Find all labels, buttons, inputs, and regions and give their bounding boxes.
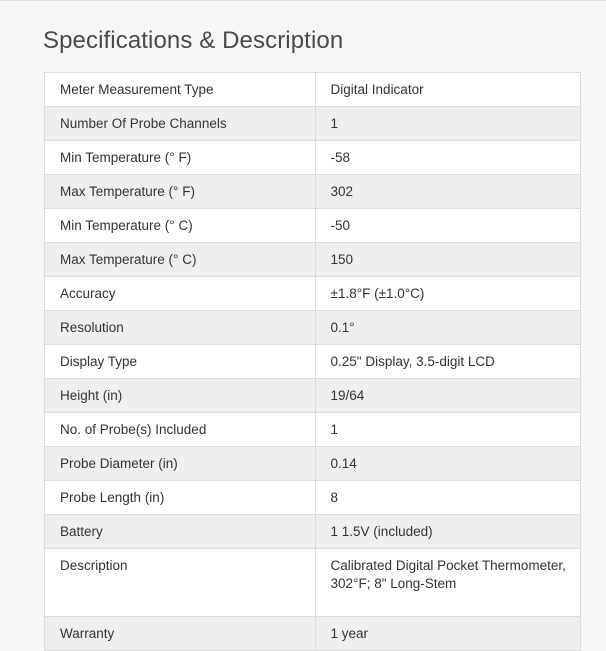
- table-row: [45, 549, 581, 617]
- table-row: [45, 345, 581, 379]
- spec-label: Description: [45, 549, 316, 617]
- specifications-table: [44, 72, 581, 651]
- spec-label: Display Type: [45, 345, 316, 379]
- spec-label: Accuracy: [45, 277, 316, 311]
- spec-value: 1 1.5V (included): [315, 515, 580, 549]
- spec-value: 0.1°: [315, 311, 580, 345]
- table-row: [45, 73, 581, 107]
- table-row: [45, 107, 581, 141]
- spec-label: Meter Measurement Type: [45, 73, 316, 107]
- table-row: [45, 617, 581, 651]
- table-row: [45, 311, 581, 345]
- table-row: [45, 277, 581, 311]
- spec-value: -58: [315, 141, 580, 175]
- spec-label: Battery: [45, 515, 316, 549]
- spec-label: Min Temperature (° F): [45, 141, 316, 175]
- spec-label: Number Of Probe Channels: [45, 107, 316, 141]
- spec-value: Digital Indicator: [315, 73, 580, 107]
- table-row: [45, 243, 581, 277]
- spec-value: 8: [315, 481, 580, 515]
- table-row: [45, 209, 581, 243]
- spec-label: Probe Diameter (in): [45, 447, 316, 481]
- spec-label: No. of Probe(s) Included: [45, 413, 316, 447]
- spec-value: ±1.8°F (±1.0°C): [315, 277, 580, 311]
- spec-value: 19/64: [315, 379, 580, 413]
- spec-value: Calibrated Digital Pocket Thermometer, 302°F; 8" Long-Stem: [315, 549, 580, 617]
- table-row: [45, 413, 581, 447]
- spec-value: 1: [315, 107, 580, 141]
- spec-value: 1: [315, 413, 580, 447]
- spec-value: -50: [315, 209, 580, 243]
- spec-value: 1 year: [315, 617, 580, 651]
- spec-value: 150: [315, 243, 580, 277]
- spec-value: 0.14: [315, 447, 580, 481]
- spec-label: Min Temperature (° C): [45, 209, 316, 243]
- spec-label: Max Temperature (° F): [45, 175, 316, 209]
- table-row: [45, 141, 581, 175]
- section-title: Specifications & Description: [43, 27, 344, 54]
- spec-label: Resolution: [45, 311, 316, 345]
- spec-label: Max Temperature (° C): [45, 243, 316, 277]
- table-row: [45, 379, 581, 413]
- spec-label: Probe Length (in): [45, 481, 316, 515]
- spec-value: 0.25" Display, 3.5-digit LCD: [315, 345, 580, 379]
- spec-value: 302: [315, 175, 580, 209]
- table-row: [45, 515, 581, 549]
- table-row: [45, 175, 581, 209]
- table-row: [45, 481, 581, 515]
- spec-label: Height (in): [45, 379, 316, 413]
- table-row: [45, 447, 581, 481]
- spec-label: Warranty: [45, 617, 316, 651]
